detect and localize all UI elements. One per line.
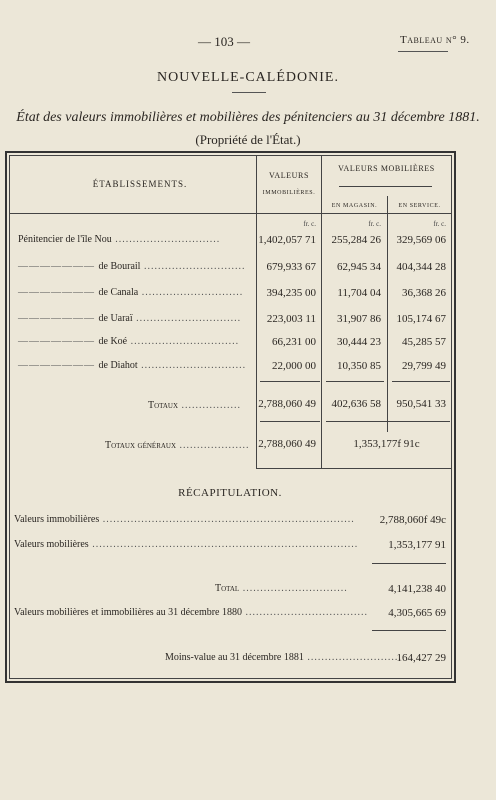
sum-rule-magasin: [326, 381, 384, 382]
table-row-label: ——————— de Canala .............................: [18, 287, 244, 298]
recap-prev-label: Valeurs mobilières et immobilières au 31 décembre 1880 ...................................: [14, 607, 368, 618]
col-header-immo-1: VALEURS: [268, 171, 310, 180]
recap-immo-label: Valeurs immobilières ........................................................................: [14, 514, 355, 525]
page-title: NOUVELLE-CALÉDONIE.: [157, 70, 339, 85]
cell-immo: 22,000 00: [272, 360, 316, 372]
recap-diff-rule: [372, 630, 446, 631]
table-row-label: ——————— de Uaraï ..............................: [18, 313, 242, 324]
recap-title: RÉCAPITULATION.: [178, 487, 282, 499]
cell-service: 36,368 26: [402, 287, 446, 299]
col-divider-1: [256, 155, 257, 468]
col-header-mobilieres: VALEURS MOBILIÈRES: [338, 164, 435, 173]
col-header-establishments: ÉTABLISSEMENTS.: [92, 179, 188, 189]
col-header-service: EN SERVICE.: [398, 203, 441, 209]
recap-immo-value: 2,788,060f 49c: [379, 514, 446, 526]
totaux-immo: 2,788,060 49: [258, 398, 316, 410]
recap-moins-value: 164,427 29: [396, 652, 446, 664]
totaux-label: Totaux .................: [148, 400, 242, 411]
unit-magasin: fr. c.: [368, 220, 381, 228]
page-subtitle-note: (Propriété de l'État.): [195, 132, 301, 147]
unit-immo: fr. c.: [303, 220, 316, 228]
cell-immo: 394,235 00: [266, 287, 316, 299]
cell-service: 404,344 28: [396, 261, 446, 273]
page-subtitle: État des valeurs immobilières et mobilières des pénitenciers au 31 décembre 1881.: [16, 110, 480, 125]
tableau-label: Tableau n° 9.: [400, 34, 470, 46]
recap-mob-label: Valeurs mobilières ............................................................................: [14, 539, 359, 550]
totaux-magasin: 402,636 58: [331, 398, 381, 410]
sum-rule-immo: [260, 381, 320, 382]
cell-magasin: 62,945 34: [337, 261, 381, 273]
recap-moins-label: Moins-value au 31 décembre 1881 ...........................: [165, 652, 402, 663]
col-divider-2: [321, 155, 322, 468]
totaux-service: 950,541 33: [396, 398, 446, 410]
cell-service: 105,174 67: [396, 313, 446, 325]
cell-immo: 679,933 67: [266, 261, 316, 273]
cell-immo: 1,402,057 71: [258, 234, 316, 246]
totaux-generaux-mob: 1,353,177f 91c: [353, 438, 420, 450]
mob-group-rule: [339, 186, 432, 187]
col-header-immo-2: IMMOBILIÈRES.: [262, 190, 316, 196]
page-number: — 103 —: [198, 34, 250, 49]
cell-magasin: 31,907 86: [337, 313, 381, 325]
table-bottom-rule: [256, 468, 452, 469]
table-row-label: ——————— de Bourail .............................: [18, 261, 246, 272]
header-bottom-rule: [9, 213, 452, 214]
recap-total-value: 4,141,238 40: [388, 583, 446, 595]
sum-rule-service: [392, 381, 450, 382]
table-row-label: ——————— de Diahot ..............................: [18, 360, 247, 371]
unit-service: fr. c.: [433, 220, 446, 228]
cell-service: 329,569 06: [396, 234, 446, 246]
recap-prev-value: 4,305,665 69: [388, 607, 446, 619]
sum-rule-immo-2: [260, 421, 320, 422]
recap-sum-rule: [372, 563, 446, 564]
col-header-magasin: EN MAGASIN.: [331, 203, 378, 209]
cell-magasin: 11,704 04: [337, 287, 381, 299]
cell-magasin: 10,350 85: [337, 360, 381, 372]
table-row-label: ——————— de Koé ...............................: [18, 336, 240, 347]
cell-service: 29,799 49: [402, 360, 446, 372]
recap-mob-value: 1,353,177 91: [388, 539, 446, 551]
header-rule: [398, 51, 448, 52]
recap-total-label: Total ..............................: [215, 583, 348, 594]
cell-magasin: 30,444 23: [337, 336, 381, 348]
cell-magasin: 255,284 26: [331, 234, 381, 246]
totaux-generaux-immo: 2,788,060 49: [258, 438, 316, 450]
cell-service: 45,285 57: [402, 336, 446, 348]
sum-rule-mob-2: [326, 421, 450, 422]
title-rule: [232, 92, 266, 93]
totaux-generaux-label: Totaux généraux ....................: [105, 440, 250, 451]
cell-immo: 223,003 11: [266, 313, 316, 325]
cell-immo: 66,231 00: [272, 336, 316, 348]
table-row-label: Pénitencier de l'île Nou ..............................: [18, 234, 221, 245]
